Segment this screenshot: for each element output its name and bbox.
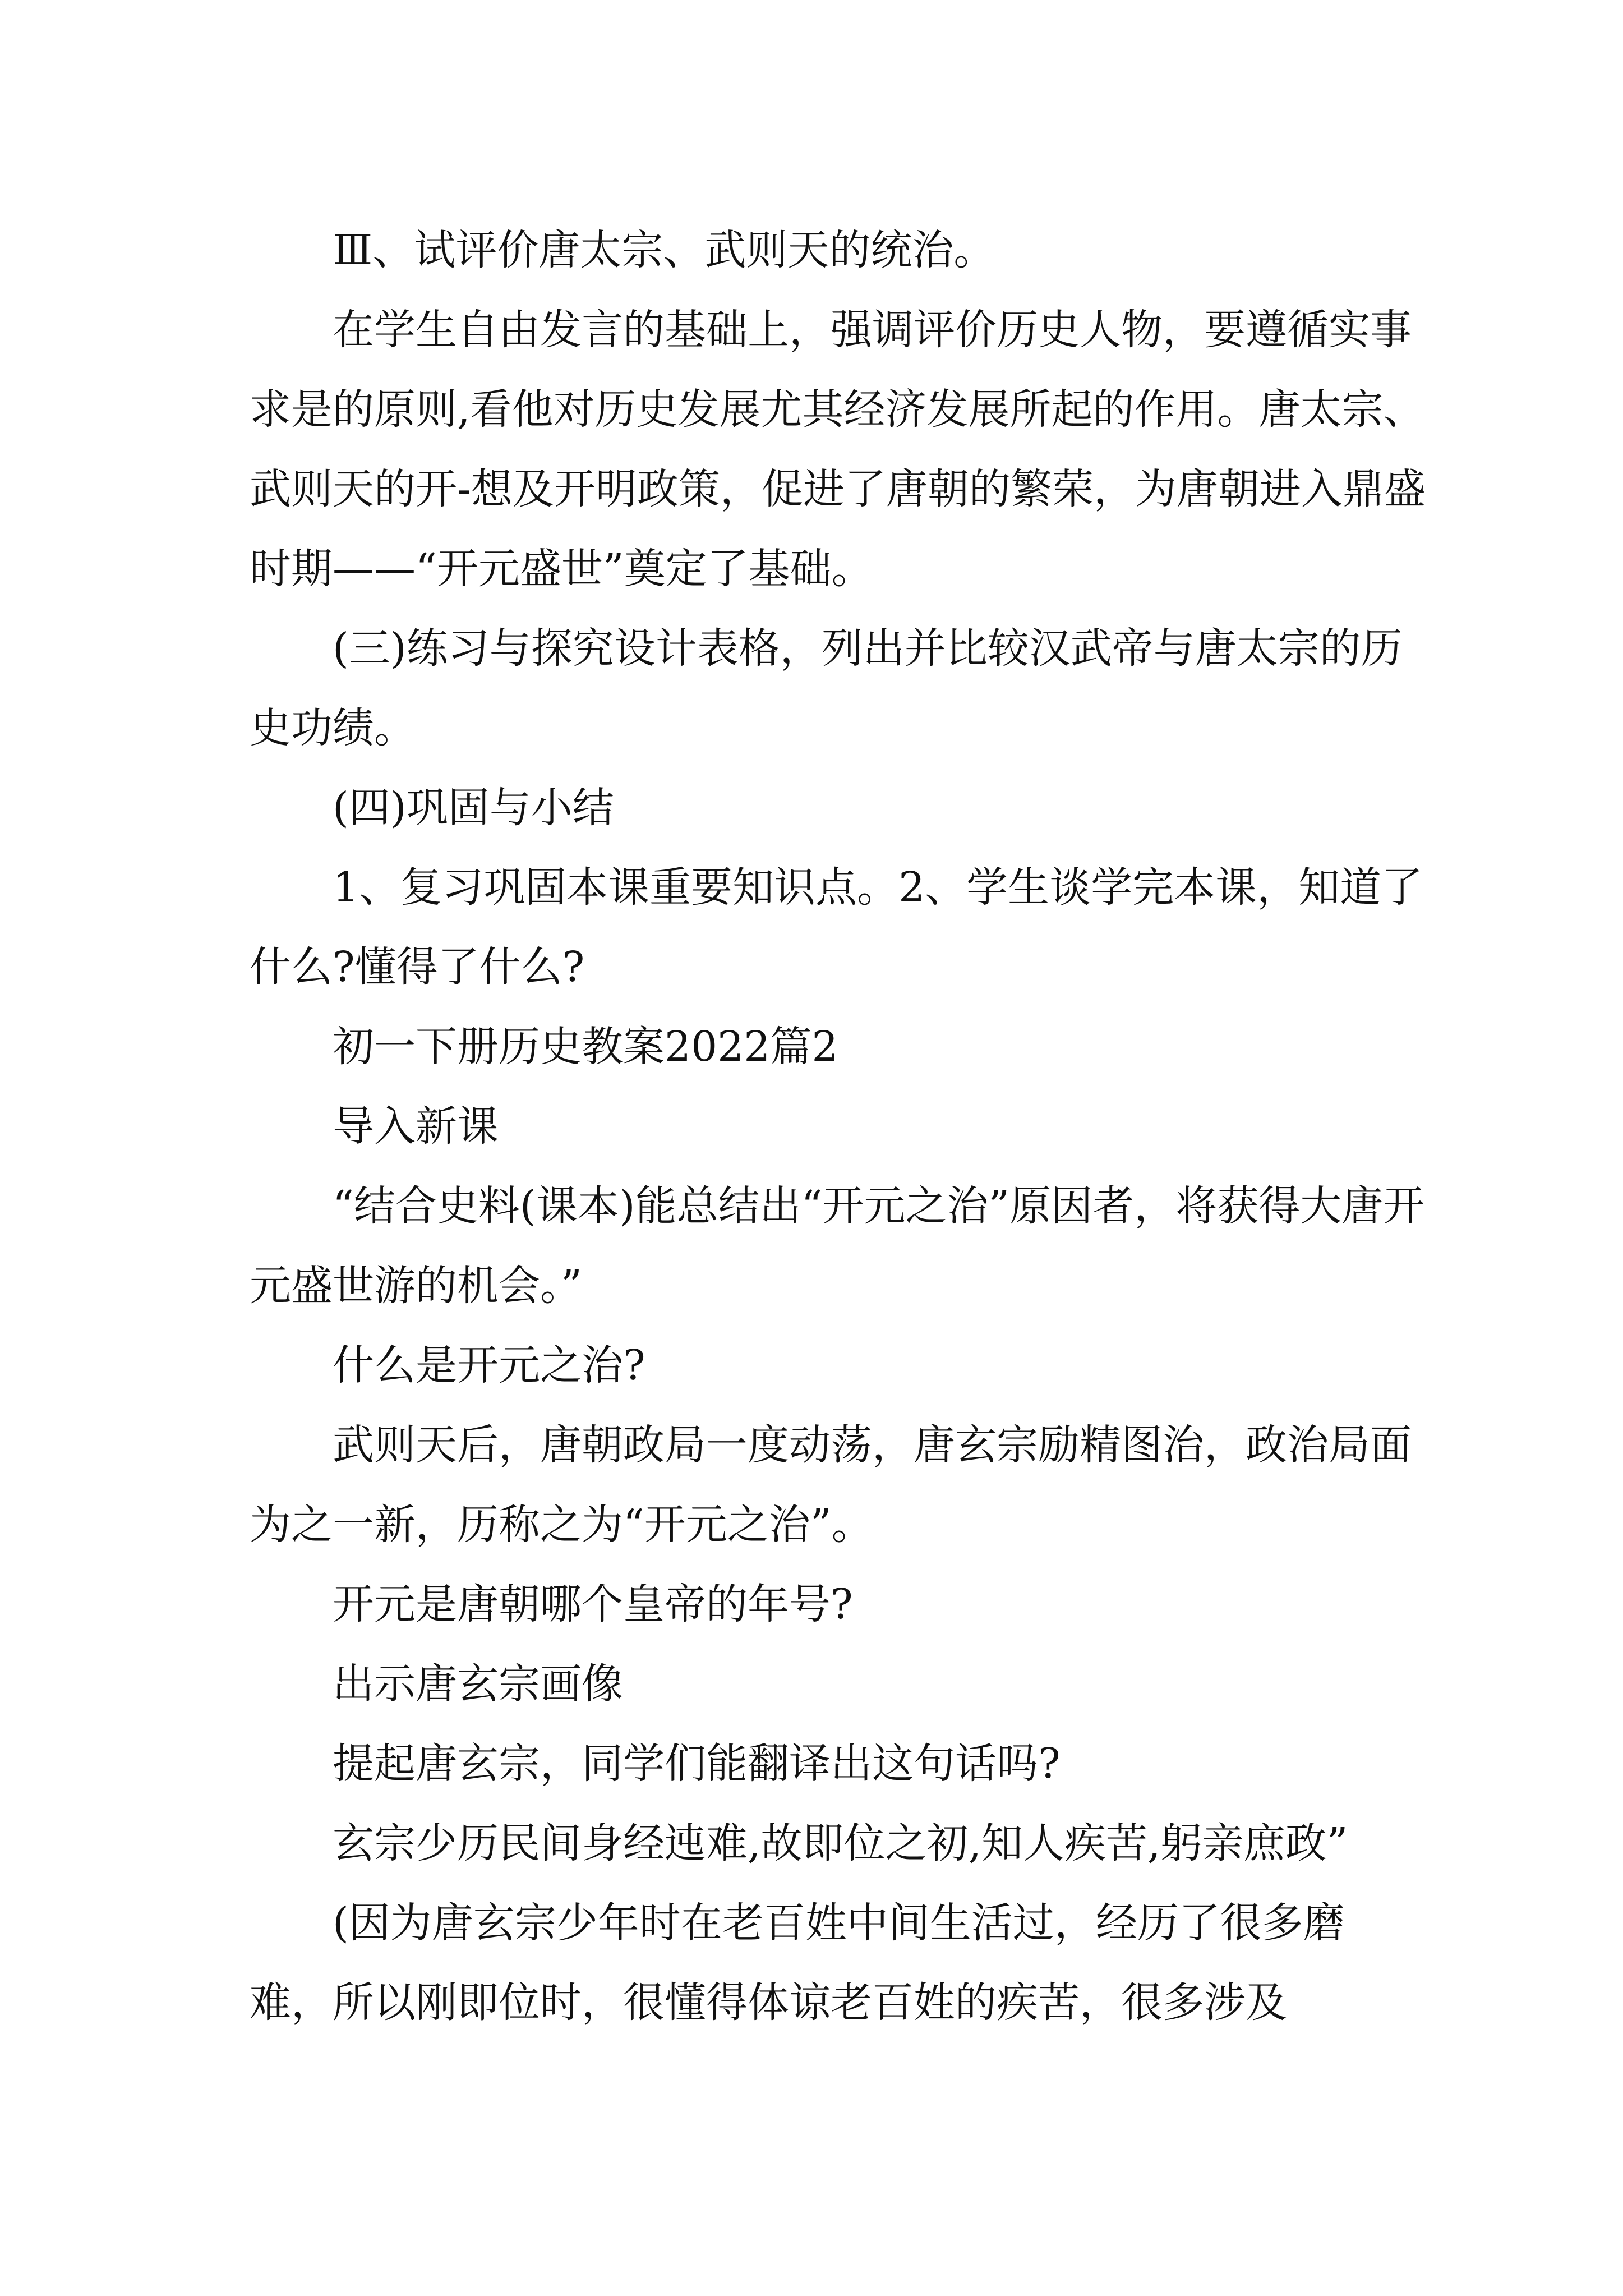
paragraph-show-portrait: 出示唐玄宗画像 xyxy=(333,1660,623,1708)
paragraph-translate-prompt: 提起唐玄宗，同学们能翻译出这句话吗? xyxy=(333,1740,1061,1788)
section-title-lesson-plan-2: 初一下册历史教案2022篇2 xyxy=(333,1023,838,1071)
paragraph-evaluation-principle: 在学生自由发言的基础上，强调评价历史人物，要遵循实事求是的原则,看他对历史发展尤其经济发展所起的作用。唐太宗、武则天的开-想及开明政策，促进了唐朝的繁荣，为唐朝进入鼎盛时期——“开元盛世”奠定了基础。 xyxy=(250,306,1426,593)
paragraph-review-points: 1、复习巩固本课重要知识点。2、学生谈学完本课，知道了什么?懂得了什么? xyxy=(250,863,1423,991)
paragraph-evaluate-rulers: Ⅲ、试评价唐太宗、武则天的统治。 xyxy=(333,226,995,274)
paragraph-exercise-table: (三)练习与探究设计表格，列出并比较汉武帝与唐太宗的历史功绩。 xyxy=(250,624,1403,752)
paragraph-introduction-quote: “结合史料(课本)能总结出“开元之治”原因者，将获得大唐开元盛世游的机会。” xyxy=(250,1182,1425,1310)
paragraph-kaiyuan-explanation: 武则天后，唐朝政局一度动荡，唐玄宗励精图治，政治局面为之一新，历称之为“开元之治”。 xyxy=(250,1421,1412,1549)
paragraph-question-emperor: 开元是唐朝哪个皇帝的年号? xyxy=(333,1580,853,1628)
paragraph-consolidation-heading: (四)巩固与小结 xyxy=(333,784,614,832)
paragraph-introduction-heading: 导入新课 xyxy=(333,1102,499,1151)
document-body xyxy=(250,210,1427,2042)
paragraph-question-kaiyuan: 什么是开元之治? xyxy=(333,1341,645,1389)
paragraph-classical-quote: 玄宗少历民间身经迍难,故即位之初,知人疾苦,躬亲庶政” xyxy=(333,1819,1348,1867)
paragraph-translation: (因为唐玄宗少年时在老百姓中间生活过，经历了很多磨难，所以刚即位时，很懂得体谅老百姓的疾苦，很多涉及 xyxy=(250,1899,1345,2027)
